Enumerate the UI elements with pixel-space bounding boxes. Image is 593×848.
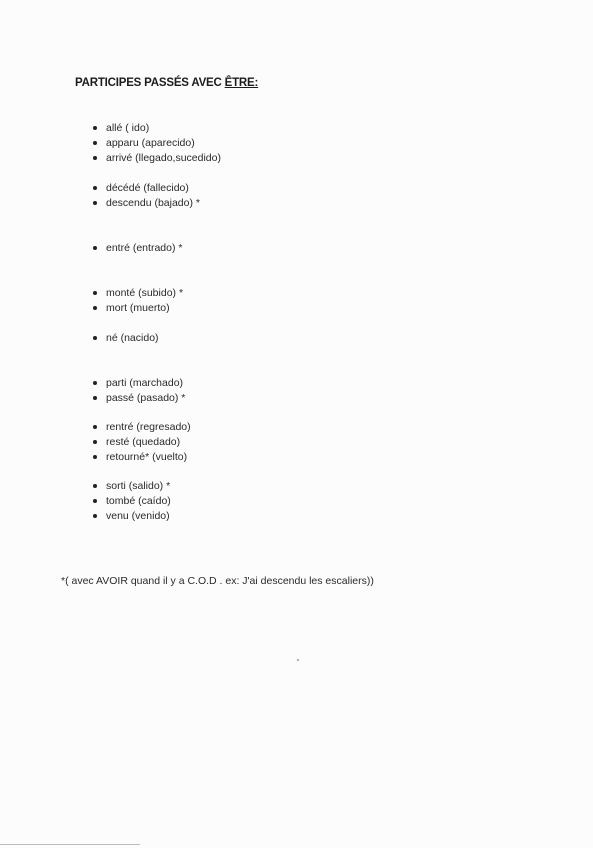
list-item xyxy=(93,242,182,254)
list-item-text: arrivé (llegado,sucedido) xyxy=(106,152,221,164)
list-item xyxy=(93,287,183,299)
bullet-icon xyxy=(93,201,97,205)
list-item-text: rentré (regresado) xyxy=(106,421,191,433)
bullet-icon xyxy=(93,306,97,310)
list-item xyxy=(93,480,170,492)
list-item xyxy=(93,436,180,448)
list-item xyxy=(93,122,149,134)
list-item xyxy=(93,451,187,463)
bullet-icon xyxy=(93,336,97,340)
list-item xyxy=(93,377,183,389)
title-underlined-word: ÊTRE: xyxy=(224,77,259,89)
list-item xyxy=(93,182,189,194)
list-item-text: retourné* (vuelto) xyxy=(106,451,188,463)
bullet-icon xyxy=(93,186,97,190)
list-item xyxy=(93,137,195,149)
list-item xyxy=(93,510,170,522)
bullet-icon xyxy=(93,514,97,518)
bullet-icon xyxy=(93,246,97,250)
bullet-icon xyxy=(93,381,97,385)
bullet-icon xyxy=(93,484,97,488)
list-item xyxy=(93,495,171,507)
bullet-icon xyxy=(93,126,97,130)
list-item-text: né (nacido) xyxy=(106,332,159,344)
bullet-icon xyxy=(93,291,97,295)
list-item-text: apparu (aparecido) xyxy=(106,137,195,149)
title-text: PARTICIPES PASSÉS AVEC xyxy=(75,77,225,89)
list-item-text: allé ( ido) xyxy=(106,122,150,134)
scan-speck xyxy=(297,659,299,661)
list-item xyxy=(93,392,185,404)
scan-edge-line xyxy=(0,844,140,845)
bullet-icon xyxy=(93,396,97,400)
list-item-text: entré (entrado) * xyxy=(106,242,183,254)
bullet-icon xyxy=(93,499,97,503)
list-item-text: descendu (bajado) * xyxy=(106,197,200,209)
list-item xyxy=(93,302,170,314)
list-item-text: venu (venido) xyxy=(106,510,170,522)
list-item xyxy=(93,421,191,433)
bullet-icon xyxy=(93,141,97,145)
list-item-text: tombé (caído) xyxy=(106,495,171,507)
list-item xyxy=(93,197,200,209)
list-item-text: décédé (fallecido) xyxy=(106,182,189,194)
bullet-icon xyxy=(93,425,97,429)
bullet-icon xyxy=(93,455,97,459)
page-title xyxy=(75,77,258,89)
list-item-text: passé (pasado) * xyxy=(106,392,186,404)
list-item-text: sorti (salido) * xyxy=(106,480,171,492)
list-item xyxy=(93,332,159,344)
list-item xyxy=(93,152,221,164)
bullet-icon xyxy=(93,440,97,444)
footnote: *( avec AVOIR quand il y a C.O.D . ex: J'ai descendu les escaliers)) xyxy=(61,575,374,587)
list-item-text: resté (quedado) xyxy=(106,436,181,448)
list-item-text: parti (marchado) xyxy=(106,377,184,389)
list-item-text: mort (muerto) xyxy=(106,302,170,314)
list-item-text: monté (subido) * xyxy=(106,287,184,299)
bullet-icon xyxy=(93,156,97,160)
